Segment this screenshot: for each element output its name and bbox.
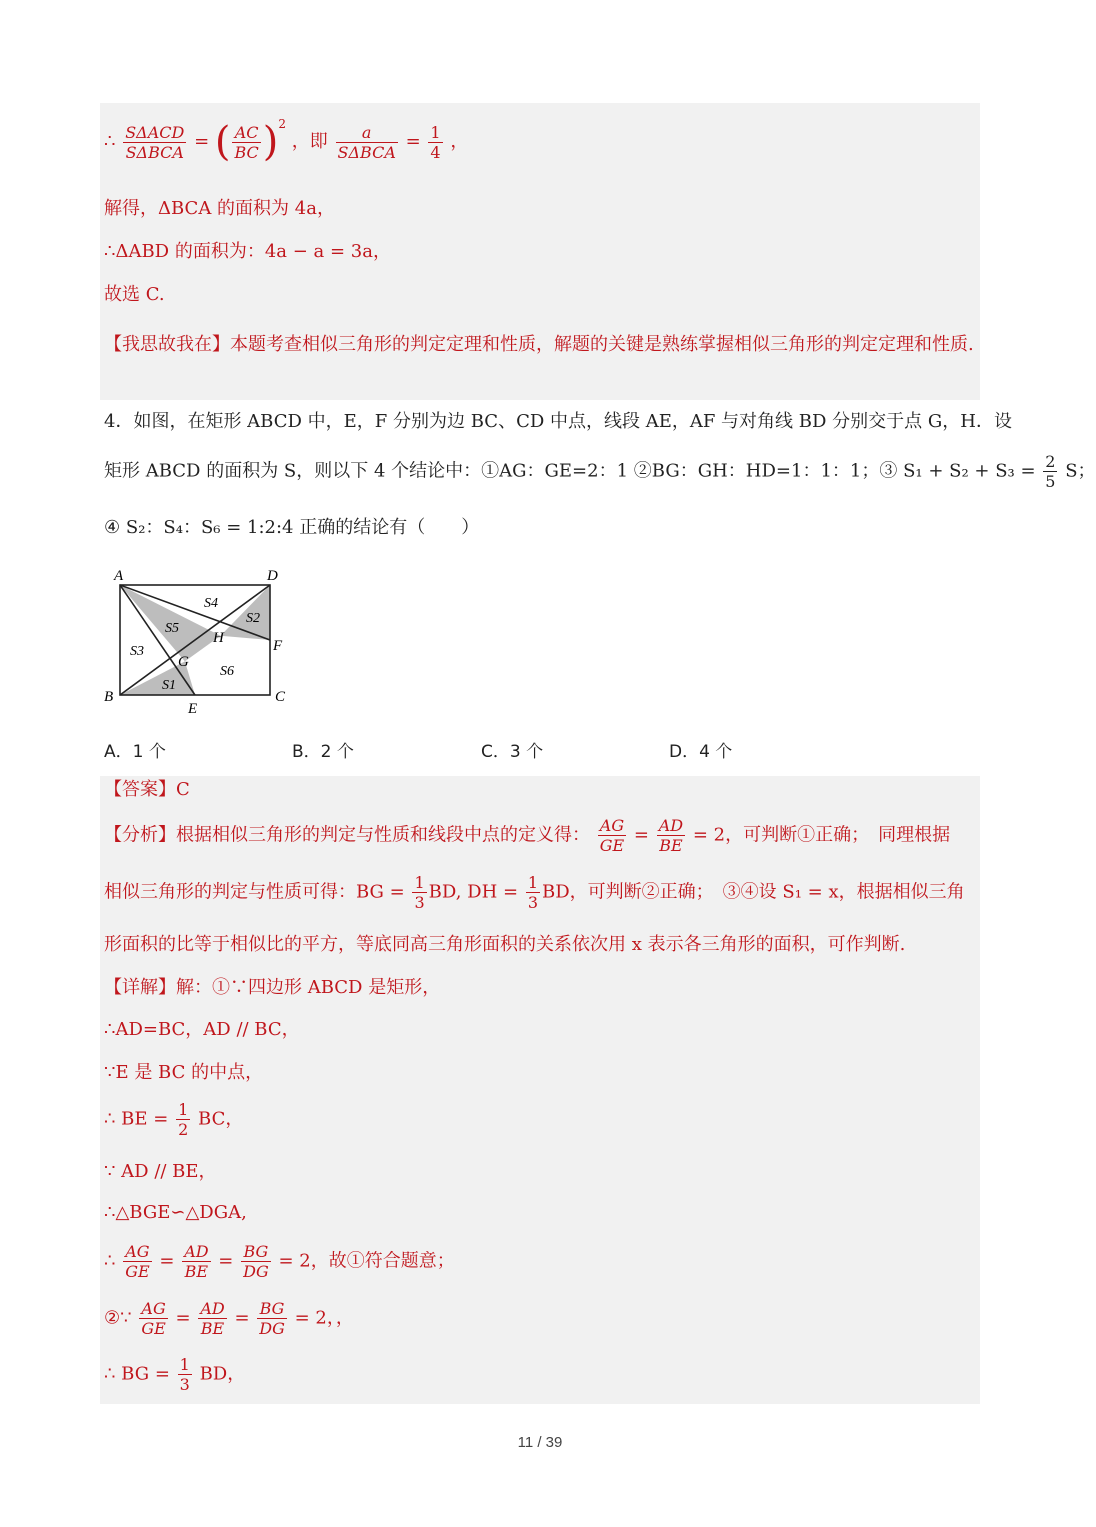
- frac-num: 1: [178, 1100, 189, 1119]
- analysis-line1: 【分析】根据相似三角形的判定与性质和线段中点的定义得： $\frac{AG}{GE}$ = $\frac{AD}{BE}$ = 2，可判断①正确； 同理根据: [104, 816, 951, 855]
- detail9-text: ∴ BG =: [104, 1363, 170, 1385]
- stem2-text: 矩形 ABCD 的面积为 S，则以下 4 个结论中：①AG：GE=2：1 ②BG：GH：HD=1：1：1；③ S₁ + S₂ + S₃ =: [104, 460, 1036, 482]
- frac-den: DG: [243, 1262, 269, 1281]
- detail8-end: = 2，，: [294, 1307, 354, 1329]
- fraction-1-2: [176, 1100, 190, 1139]
- fraction-1-3-a: [412, 873, 426, 912]
- analysis-line2: [104, 873, 965, 912]
- detail-line5: ∵ AD // BE，: [104, 1161, 217, 1182]
- fraction-ag-ge-2: [123, 1242, 151, 1281]
- frac-num: AG: [598, 816, 626, 836]
- detail-line9: [104, 1355, 245, 1394]
- analysis-line3: 形面积的比等于相似比的平方，等底同高三角形面积的关系依次用 x 表示各三角形的面积，可作判断.: [104, 934, 906, 955]
- reflection-paragraph: 【我思故我在】本题考查相似三角形的判定定理和性质，解题的关键是熟练掌握相似三角形的判定定理和性质.: [104, 334, 974, 355]
- frac-den: 3: [527, 893, 538, 912]
- analysis2-mid: BD, DH =: [428, 881, 519, 903]
- fraction-2-5: [1043, 452, 1057, 491]
- frac-num: 1: [527, 873, 538, 892]
- frac-den: 3: [414, 893, 425, 912]
- choose-line: 故选 C.: [104, 284, 165, 305]
- fraction-bg-dg-2: [257, 1299, 287, 1338]
- stem2-end: S；: [1065, 460, 1096, 482]
- frac-den: BE: [659, 836, 683, 855]
- label-S4: S4: [204, 596, 218, 611]
- question-4-stem-line1: 4．如图，在矩形 ABCD 中，E，F 分别为边 BC、CD 中点，线段 AE，AF 与对角线 BD 分别交于点 G，H．设: [104, 411, 1012, 432]
- detail7-end: = 2，故①符合题意；: [278, 1250, 455, 1272]
- frac-num: SΔACD: [125, 122, 185, 142]
- frac-den: DG: [259, 1319, 285, 1338]
- area-abd-line: ∴ΔABD 的面积为：4a − a = 3a，: [104, 241, 391, 262]
- frac-den: BE: [184, 1262, 209, 1281]
- frac-den: 2: [178, 1120, 189, 1139]
- frac-num: a: [336, 123, 398, 143]
- option-b[interactable]: B．2 个: [292, 742, 354, 762]
- detail9-end: BD，: [199, 1363, 246, 1385]
- frac-den: 5: [1045, 472, 1056, 491]
- fraction-ag-ge: [598, 816, 626, 855]
- detail8-text: ②∵: [104, 1307, 132, 1329]
- fraction-a-sbca: [336, 123, 398, 162]
- label-S2: S2: [246, 611, 260, 626]
- fraction-bg-dg: [241, 1242, 271, 1281]
- frac-den: GE: [125, 1262, 150, 1281]
- analysis1-text: 【分析】根据相似三角形的判定与性质和线段中点的定义得：: [104, 824, 590, 846]
- detail4-text: ∴ BE =: [104, 1108, 169, 1130]
- analysis2-text: 相似三角形的判定与性质可得：BG =: [104, 881, 405, 903]
- frac-num: 1: [179, 1355, 190, 1374]
- frac-num: AG: [139, 1299, 167, 1319]
- label-S3: S3: [130, 644, 144, 659]
- detail-line2: ∴AD=BC，AD // BC，: [104, 1019, 300, 1040]
- detail-line4: [104, 1100, 243, 1139]
- option-a[interactable]: A．1 个: [104, 742, 166, 762]
- frac-den: GE: [141, 1319, 166, 1338]
- fraction-ad-be-3: [198, 1299, 226, 1338]
- frac-den: 4: [430, 142, 441, 162]
- option-d[interactable]: D．4 个: [669, 742, 733, 762]
- analysis2-end: BD，可判断②正确； ③④设 S₁ = x，根据相似三角: [542, 881, 965, 903]
- fraction-ag-ge-3: [139, 1299, 167, 1338]
- label-F: F: [273, 638, 283, 654]
- frac-num: 1: [414, 873, 425, 892]
- exponent: 2: [278, 117, 287, 131]
- frac-num: 2: [1045, 452, 1056, 471]
- rectangle-figure: [100, 565, 300, 715]
- fraction-ac-bc: [232, 123, 260, 162]
- page-number: 11 / 39: [517, 1434, 563, 1451]
- solve-line: 解得，ΔBCA 的面积为 4a，: [104, 198, 335, 219]
- analysis1-end: = 2，可判断①正确； 同理根据: [692, 824, 951, 846]
- fraction-1-3-b: [526, 873, 540, 912]
- frac-den: GE: [599, 836, 625, 855]
- frac-den: SΔBCA: [337, 142, 396, 162]
- frac-den: SΔBCA: [125, 142, 184, 162]
- fraction-ad-be: [657, 816, 685, 855]
- text-comma: ，: [450, 131, 469, 152]
- detail-line7: ∴ $\frac{AG}{GE}$ = $\frac{AD}{BE}$ = $\frac{BG}{DG}$ = 2，故①符合题意；: [104, 1242, 455, 1281]
- detail-line6: ∴△BGE∽△DGA,: [104, 1202, 247, 1223]
- frac-den: 3: [179, 1375, 190, 1394]
- option-c[interactable]: C．3 个: [481, 742, 544, 762]
- detail4-end: BC，: [198, 1108, 244, 1130]
- fraction-1-3-c: [178, 1355, 192, 1394]
- label-B: B: [104, 689, 114, 705]
- area-ratio-line: ∴ $\frac{\text{SΔACD}}{\text{SΔBCA}}$ = ( $\frac{AC}{BC}$ )$^2$ ，即 $\frac{a}{\text{SΔBCA}}$ = $\frac{1}{4}$ ，: [104, 117, 469, 165]
- fraction-ad-be-2: [182, 1242, 210, 1281]
- label-C: C: [275, 689, 286, 705]
- frac-num: AG: [123, 1242, 151, 1262]
- label-D: D: [267, 568, 278, 584]
- frac-den: BE: [200, 1319, 225, 1338]
- frac-num: 1: [430, 122, 441, 142]
- label-G: G: [178, 654, 189, 670]
- label-S6: S6: [220, 664, 234, 679]
- label-A: A: [114, 568, 124, 584]
- text-ji: ，即: [291, 131, 328, 152]
- detail-line3: ∵E 是 BC 的中点，: [104, 1062, 264, 1083]
- detail-line1: 【详解】解：①∵四边形 ABCD 是矩形，: [104, 977, 441, 998]
- fraction-1-4: [428, 123, 442, 162]
- label-S5: S5: [165, 621, 179, 636]
- frac-num: BG: [241, 1242, 271, 1262]
- question-4-stem-line2: [104, 452, 1096, 491]
- label-E: E: [188, 701, 198, 717]
- frac-num: AD: [200, 1299, 225, 1318]
- fraction-sacd-sbca: [123, 123, 186, 162]
- frac-num: AD: [658, 816, 684, 835]
- frac-num: AD: [184, 1242, 209, 1261]
- frac-num: AC: [232, 123, 260, 143]
- label-H: H: [213, 630, 224, 646]
- answer-line: 【答案】C: [104, 779, 190, 800]
- detail-line8: ②∵ $\frac{AG}{GE}$ = $\frac{AD}{BE}$ = $\frac{BG}{DG}$ = 2，，: [104, 1299, 354, 1338]
- label-S1: S1: [162, 678, 176, 693]
- frac-den: BC: [234, 142, 259, 162]
- frac-num: BG: [257, 1299, 287, 1319]
- question-4-stem-line3: ④ S₂：S₄：S₆ = 1:2:4 正确的结论有（ ）: [104, 517, 480, 538]
